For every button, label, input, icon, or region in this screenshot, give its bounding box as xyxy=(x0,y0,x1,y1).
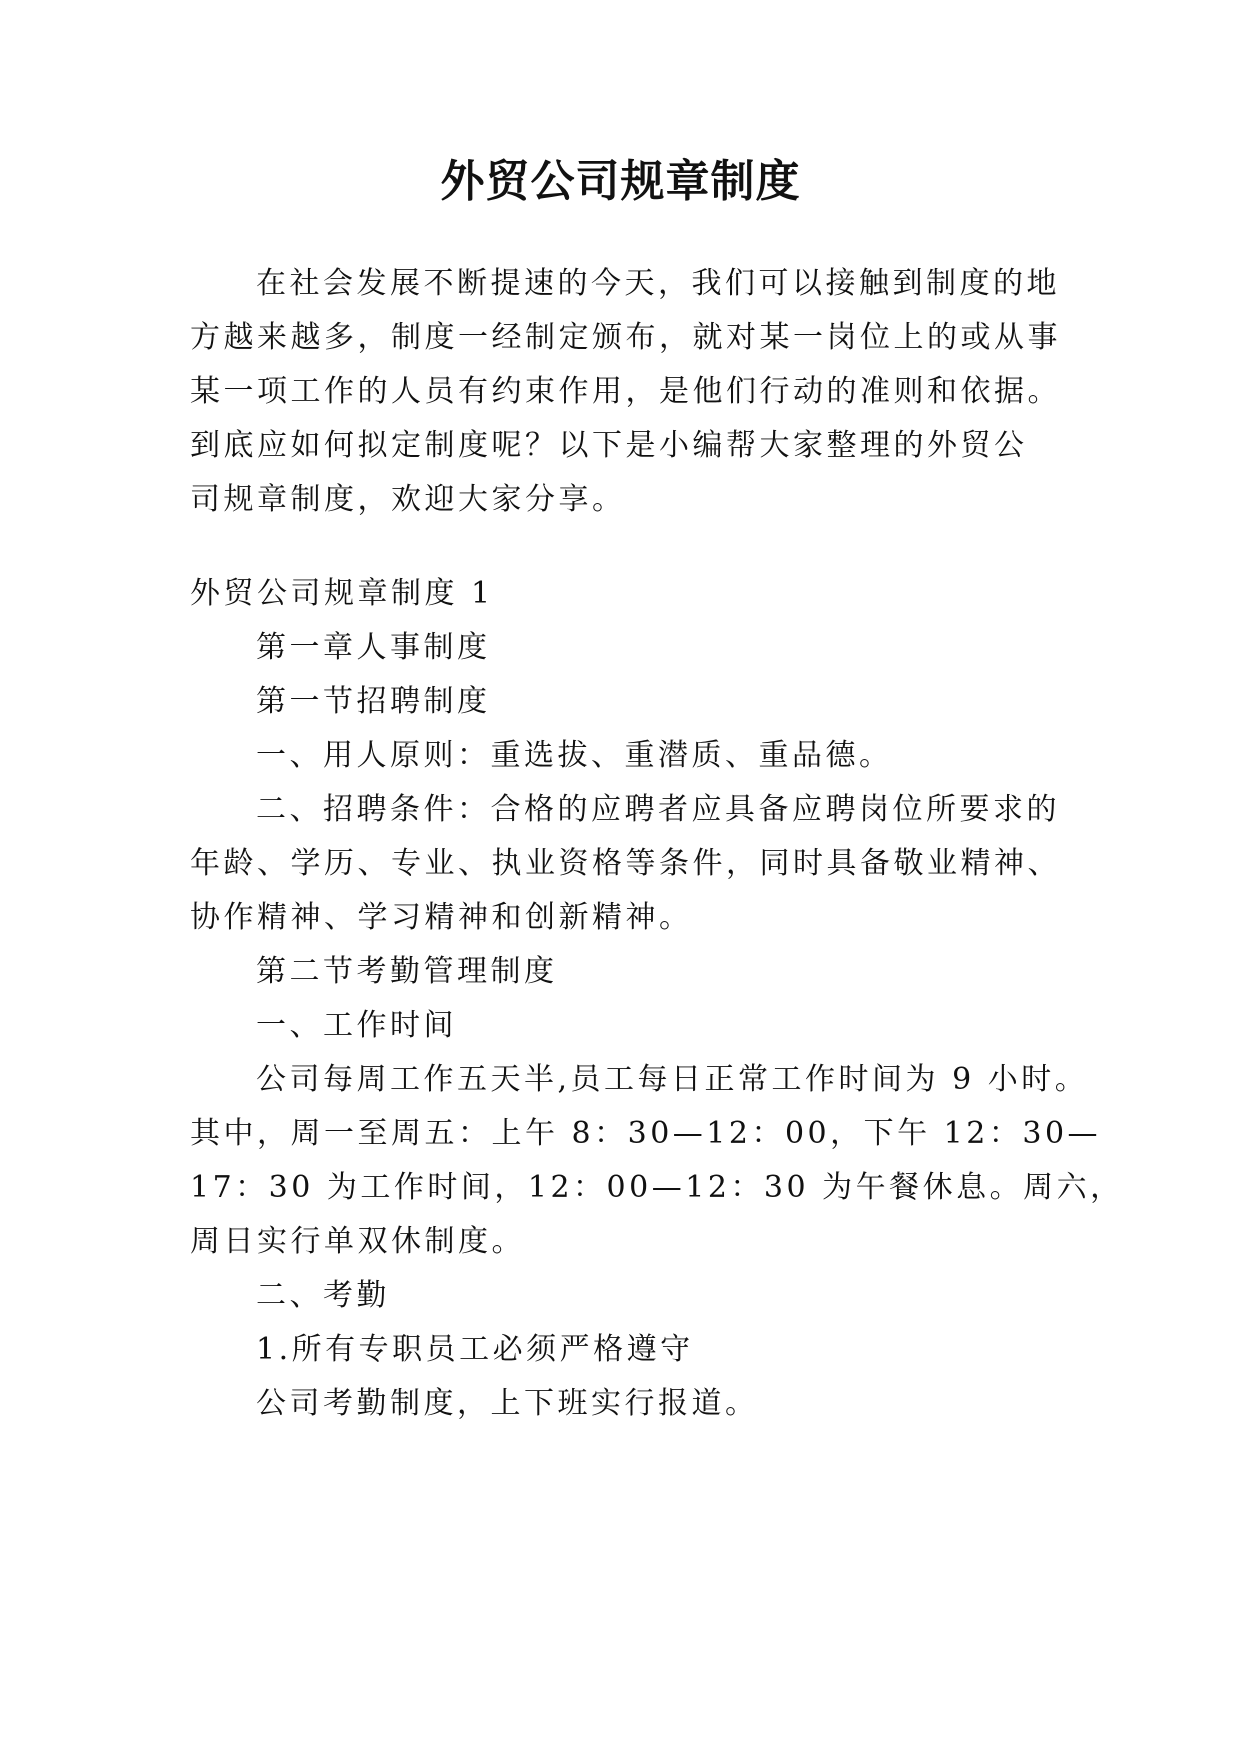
paragraph-line: 公司每周工作五天半,员工每日正常工作时间为 9 小时。 xyxy=(256,1062,1089,1097)
paragraph-line: 二、考勤 xyxy=(256,1278,390,1313)
subsection-heading-attendance: 第二节考勤管理制度 xyxy=(256,954,558,989)
intro-line-5: 司规章制度，欢迎大家分享。 xyxy=(190,482,626,517)
paragraph-line: 一、工作时间 xyxy=(256,1008,457,1043)
paragraph-line: 其中，周一至周五：上午 8：30—12：00，下午 12：30— xyxy=(190,1116,1102,1151)
paragraph-line: 一、用人原则：重选拔、重潜质、重品德。 xyxy=(256,738,893,773)
paragraph-line: 17：30 为工作时间，12：00—12：30 为午餐休息。周六， xyxy=(190,1170,1124,1205)
intro-line-3: 某一项工作的人员有约束作用，是他们行动的准则和依据。 xyxy=(190,374,1061,409)
paragraph-line: 1.所有专职员工必须严格遵守 xyxy=(256,1332,694,1367)
intro-line-1: 在社会发展不断提速的今天，我们可以接触到制度的地 xyxy=(256,266,1060,301)
paragraph-line: 年龄、学历、专业、执业资格等条件，同时具备敬业精神、 xyxy=(190,846,1061,881)
intro-line-2: 方越来越多，制度一经制定颁布，就对某一岗位上的或从事 xyxy=(190,320,1061,355)
paragraph-line: 公司考勤制度，上下班实行报道。 xyxy=(256,1386,759,1421)
intro-line-4: 到底应如何拟定制度呢？以下是小编帮大家整理的外贸公 xyxy=(190,428,1028,463)
document-title: 外贸公司规章制度 xyxy=(440,156,801,207)
section-heading: 外贸公司规章制度 1 xyxy=(190,576,494,611)
paragraph-line: 周日实行单双休制度。 xyxy=(190,1224,525,1259)
chapter-heading: 第一章人事制度 xyxy=(256,630,491,665)
paragraph-line: 协作精神、学习精神和创新精神。 xyxy=(190,900,693,935)
subsection-heading-recruitment: 第一节招聘制度 xyxy=(256,684,491,719)
paragraph-line: 二、招聘条件：合格的应聘者应具备应聘岗位所要求的 xyxy=(256,792,1060,827)
